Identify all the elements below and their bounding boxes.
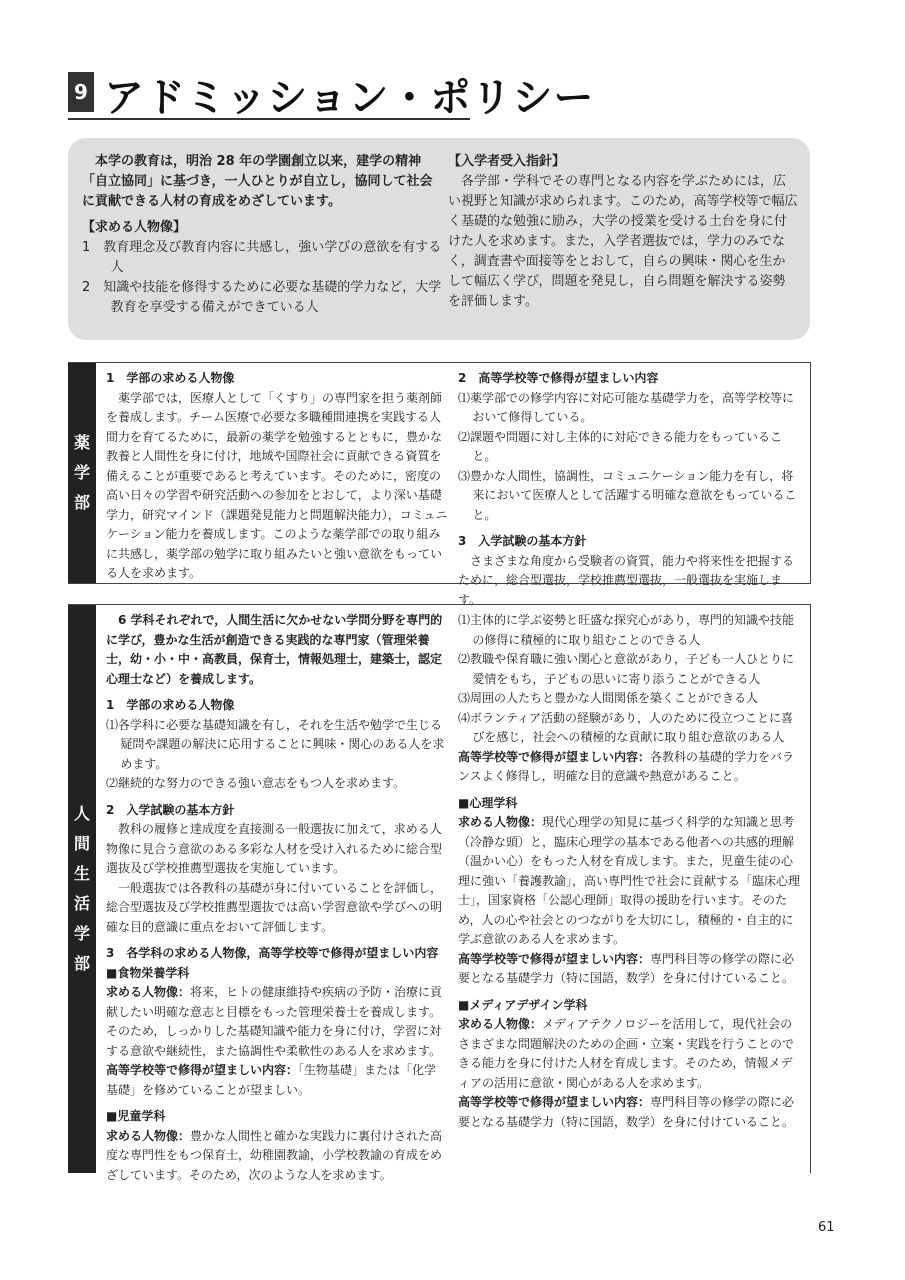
dept-heading: ■メディアデザイン学科 xyxy=(458,997,588,1012)
chapter-number-badge: 9 xyxy=(68,72,94,112)
section-heading: 2 高等学校等で修得が望ましい内容 xyxy=(458,371,659,385)
label: 高等学校等で修得が望ましい内容： xyxy=(458,749,651,764)
dept-heading: ■食物栄養学科 xyxy=(106,965,190,980)
side-char: 薬 xyxy=(73,433,90,452)
persona-item: 2 知識や技能を修得するために必要な基礎的学力など，大学教育を享受する備えができている人 xyxy=(82,280,442,315)
intro-right-column xyxy=(448,152,798,312)
label: 求める人物像： xyxy=(106,1128,191,1143)
list-item: ⑴各学科に必要な基礎知識を有し，それを生活や勉学で生じる疑問や課題の解決に応用することに興味・関心のある人を求めます。 xyxy=(106,717,445,771)
mission-statement: 本学の教育は，明治 28 年の学園創立以来，建学の精神「自立協同」に基づき，一人ひとりが自立し，協同して社会に貢献できる人材の育成をめざしています。 xyxy=(82,154,433,209)
side-char: 生 xyxy=(73,864,90,883)
pharmacy-left-column xyxy=(106,369,448,584)
exam-policy-text: 教科の履修と達成度を直接測る一般選抜に加えて，求める人物像に見合う意欲のある多彩な人材を受け入れるために総合型選抜及び学校推薦型選抜を実施しています。 xyxy=(106,822,443,875)
section-heading: 3 入学試験の基本方針 xyxy=(458,534,587,548)
pharmacy-exam-text: さまざまな角度から受験者の資質，能力や将来性を把握するために，総合型選抜，学校推薦型選抜，一般選抜を実施します。 xyxy=(458,553,795,607)
pharmacy-persona-text: 薬学部では，医療人として「くすり」の専門家を担う薬剤師を養成します。チーム医療で必要な多職種間連携を実践する人間力を育てるために，最新の薬学を勉強するとともに，豊かな教養と人間性を身に付け，地域や国際社会に貢献できる資質を備えることが重要であると考えています。そのために，密度の高い日々の学習や研究活動への参加をとおして，より深い基礎学力，研究マインド（課題発見能力と問題解決能力），コミュニケーション能力を養成します。このような薬学部での取り組みに共感し，薬学部の勉学に取り組みたいと強い意欲をもっている人を求めます。 xyxy=(106,390,448,580)
text: 現代心理学の知見に基づく科学的な知識と思考（冷静な頭）と，臨床心理学の基本である他者への共感的理解（温かい心）をもった人材を育成します。また，児童生徒の心理に強い「養護教諭」，高い専門性で社会に貢献する「臨床心理士」，国家資格「公認心理師」取得の援助を行います。そのため，人の心や社会とのつながりを大切にし，積極的・自主的に学ぶ意欲のある人を求めます。 xyxy=(458,815,801,946)
persona-heading: 【求める人物像】 xyxy=(82,220,187,235)
text: 豊かな人間性と確かな実践力に裏付けされた高度な専門性をもつ保育士，幼稚園教諭，小学校教諭の育成をめざしています。そのため，次のような人を求めます。 xyxy=(106,1128,443,1182)
label: 求める人物像： xyxy=(106,985,191,999)
exam-policy-text: 一般選抜では各教科の基礎が身に付いていることを評価し，総合型選抜及び学校推薦型選抜では高い学習意欲や学びへの明確な目的意識に重点をおいて評価します。 xyxy=(106,880,443,934)
section-heading: 1 学部の求める人物像 xyxy=(106,698,235,712)
text: 専門科目等の修学の際に必要となる基礎学力（特に国語，数学）を身に付けていること。 xyxy=(458,1095,795,1129)
list-item: ⑵継続的な努力のできる強い意志をもつ人を求めます。 xyxy=(106,776,406,790)
side-char: 部 xyxy=(73,493,90,512)
dept-persona xyxy=(106,983,448,1061)
dept-hs-content xyxy=(106,1061,448,1100)
list-item: ⑶周囲の人たちと豊かな人間関係を築くことができる人 xyxy=(458,691,759,705)
text: メディアテクノロジーを活用して，現代社会のさまざまな問題解決のための企画・立案・実践を行うことのできる能力を身に付けた人材を育成します。そのため，情報メディアの活用に意欲・関心がある人を求めます。 xyxy=(458,1017,795,1090)
side-char: 活 xyxy=(73,894,90,913)
side-char: 人 xyxy=(73,804,90,823)
dept-hs-content xyxy=(458,950,802,989)
text: 将来，ヒトの健康維持や疾病の予防・治療に貢献したい明確な意志と目標をもった管理栄養士を養成します。そのため，しっかりした基礎知識や能力を身に付け，学習に対する意欲や継続性，また協調性や柔軟性のある人を求めます。 xyxy=(106,985,443,1058)
dept-heading: ■心理学科 xyxy=(458,795,518,810)
pharmacy-right-column xyxy=(458,369,802,610)
label: 高等学校等で修得が望ましい内容： xyxy=(106,1063,299,1077)
dept-hs-content xyxy=(458,1093,802,1132)
section-heading: 2 入学試験の基本方針 xyxy=(106,802,235,817)
human-life-side-label xyxy=(68,605,96,1173)
text: 「生物基礎」または「化学基礎」を修めていることが望ましい。 xyxy=(106,1063,437,1097)
intro-box xyxy=(68,138,810,340)
label: 求める人物像： xyxy=(458,815,543,829)
dept-heading: ■児童学科 xyxy=(106,1109,166,1123)
label: 高等学校等で修得が望ましい内容： xyxy=(458,951,651,966)
side-char: 部 xyxy=(73,954,90,973)
pharmacy-side-label xyxy=(68,363,96,583)
section-heading: 1 学部の求める人物像 xyxy=(106,371,235,385)
persona-item: 1 教育理念及び教育内容に共感し，強い学びの意欲を有する人 xyxy=(82,240,442,275)
pharmacy-section xyxy=(68,362,811,607)
guideline-heading: 【入学者受入指針】 xyxy=(448,154,566,169)
dept-persona xyxy=(458,1015,802,1093)
side-char: 間 xyxy=(73,834,90,853)
faculty-intro: 6 学科それぞれで，人間生活に欠かせない学問分野を専門的に学び，豊かな生活が創造できる実践的な専門家（管理栄養士，幼・小・中・高教員，保育士，情報処理士，建築士，認定心理士など）を養成します。 xyxy=(106,613,443,686)
page-header xyxy=(68,68,595,121)
human-left-column xyxy=(106,611,448,1185)
text: 専門科目等の修学の際に必要となる基礎学力（特に国語，数学）を身に付けていること。 xyxy=(458,951,795,985)
page-number: 61 xyxy=(818,1220,835,1235)
side-char: 学 xyxy=(73,924,90,943)
list-item: ⑴薬学部での修学内容に対応可能な基礎学力を，高等学校等において修得している。 xyxy=(458,390,795,424)
list-item: ⑶豊かな人間性，協調性，コミュニケーション能力を有し，将来において医療人として活躍する明確な意欲をもっていること。 xyxy=(458,468,797,522)
text: 各教科の基礎的学力をバランスよく修得し，明確な目的意識や熱意があること。 xyxy=(458,749,795,783)
list-item: ⑵課題や問題に対し主体的に対応できる能力をもっていること。 xyxy=(458,429,783,463)
page-title: アドミッション・ポリシー xyxy=(104,75,595,121)
dept-persona xyxy=(458,813,802,950)
human-right-column xyxy=(458,611,802,1132)
section-heading: 3 各学科の求める人物像，高等学校等で修得が望ましい内容 xyxy=(106,946,439,960)
list-item: ⑷ボランティア活動の経験があり，人のために役立つことに喜びを感じ，社会への積極的な貢献に取り組む意欲のある人 xyxy=(458,710,794,744)
human-life-section xyxy=(68,604,811,1182)
dept-hs-content xyxy=(458,748,802,787)
dept-persona xyxy=(106,1127,448,1186)
list-item: ⑴主体的に学ぶ姿勢と旺盛な探究心があり，専門的知識や技能の修得に積極的に取り組むことのできる人 xyxy=(458,613,795,647)
label: 求める人物像： xyxy=(458,1017,543,1031)
list-item: ⑵教職や保育職に強い関心と意欲があり，子ども一人ひとりに愛情をもち，子どもの思いに寄り添うことができる人 xyxy=(458,652,795,686)
side-char: 学 xyxy=(73,463,90,482)
guideline-text: 各学部・学科でその専門となる内容を学ぶためには，広い視野と知識が求められます。このため，高等学校等で幅広く基礎的な勉強に励み，大学の授業を受ける土台を身に付けた人を求めます。また，入学者選抜では，学力のみでなく，調査書や面接等をとおして，自らの興味・関心を生かして幅広く学び，問題を発見し，自ら問題を解決する姿勢を評価します。 xyxy=(448,174,798,309)
intro-left-column xyxy=(82,152,444,318)
label: 高等学校等で修得が望ましい内容： xyxy=(458,1095,651,1109)
